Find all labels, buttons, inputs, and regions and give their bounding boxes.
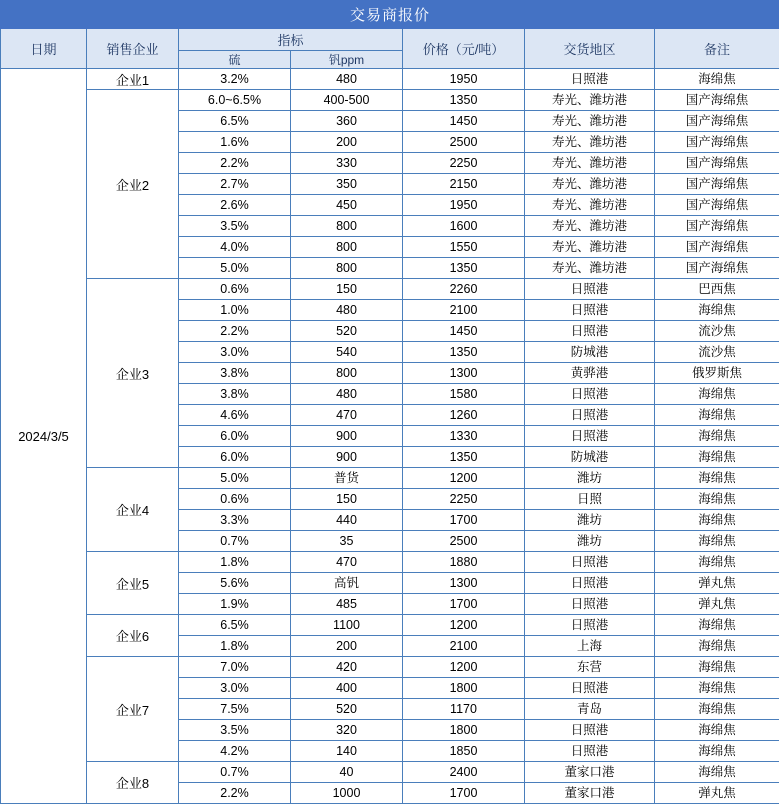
cell-note: 弹丸焦 [655, 573, 779, 594]
cell-sulfur: 3.5% [179, 216, 291, 237]
cell-price: 1350 [403, 90, 525, 111]
column-header-sulfur: 硫 [179, 51, 291, 69]
cell-note: 海绵焦 [655, 405, 779, 426]
cell-vanadium: 350 [291, 174, 403, 195]
cell-price: 1350 [403, 342, 525, 363]
cell-area: 董家口港 [525, 783, 655, 804]
cell-price: 1950 [403, 195, 525, 216]
cell-note: 海绵焦 [655, 489, 779, 510]
cell-vanadium: 800 [291, 363, 403, 384]
column-header-area: 交货地区 [525, 29, 655, 69]
column-header-date: 日期 [1, 29, 87, 69]
column-header-vanadium: 钒ppm [291, 51, 403, 69]
cell-note: 国产海绵焦 [655, 258, 779, 279]
cell-area: 日照 [525, 489, 655, 510]
cell-price: 1600 [403, 216, 525, 237]
cell-sulfur: 1.6% [179, 132, 291, 153]
cell-area: 黄骅港 [525, 363, 655, 384]
cell-vanadium: 800 [291, 258, 403, 279]
cell-area: 潍坊 [525, 531, 655, 552]
cell-vanadium: 330 [291, 153, 403, 174]
cell-vanadium: 1000 [291, 783, 403, 804]
table-header-row-1 [1, 29, 779, 51]
cell-price: 1450 [403, 321, 525, 342]
cell-note: 海绵焦 [655, 678, 779, 699]
table-row [1, 657, 779, 678]
cell-price: 2500 [403, 132, 525, 153]
cell-area: 日照港 [525, 321, 655, 342]
cell-area: 寿光、潍坊港 [525, 237, 655, 258]
cell-vanadium: 440 [291, 510, 403, 531]
enterprise-name: 企业5 [87, 552, 179, 615]
cell-note: 海绵焦 [655, 699, 779, 720]
cell-area: 青岛 [525, 699, 655, 720]
cell-vanadium: 480 [291, 300, 403, 321]
cell-sulfur: 6.0~6.5% [179, 90, 291, 111]
cell-note: 国产海绵焦 [655, 153, 779, 174]
cell-area: 防城港 [525, 342, 655, 363]
cell-area: 寿光、潍坊港 [525, 216, 655, 237]
cell-vanadium: 480 [291, 69, 403, 90]
cell-note: 海绵焦 [655, 615, 779, 636]
cell-sulfur: 5.6% [179, 573, 291, 594]
cell-area: 寿光、潍坊港 [525, 258, 655, 279]
cell-vanadium: 360 [291, 111, 403, 132]
cell-area: 日照港 [525, 405, 655, 426]
cell-area: 日照港 [525, 678, 655, 699]
cell-vanadium: 470 [291, 405, 403, 426]
enterprise-name: 企业3 [87, 279, 179, 468]
column-header-enterprise: 销售企业 [87, 29, 179, 69]
cell-vanadium: 高钒 [291, 573, 403, 594]
table-row [1, 279, 779, 300]
cell-vanadium: 400 [291, 678, 403, 699]
cell-vanadium: 400-500 [291, 90, 403, 111]
cell-price: 2150 [403, 174, 525, 195]
cell-sulfur: 2.2% [179, 783, 291, 804]
cell-area: 寿光、潍坊港 [525, 174, 655, 195]
cell-sulfur: 3.0% [179, 678, 291, 699]
cell-sulfur: 2.2% [179, 321, 291, 342]
cell-price: 1800 [403, 678, 525, 699]
cell-price: 1300 [403, 363, 525, 384]
cell-area: 日照港 [525, 741, 655, 762]
cell-sulfur: 3.2% [179, 69, 291, 90]
cell-area: 日照港 [525, 573, 655, 594]
table-title-row [1, 1, 779, 29]
cell-sulfur: 6.0% [179, 447, 291, 468]
table-row [1, 468, 779, 489]
cell-vanadium: 900 [291, 447, 403, 468]
cell-vanadium: 420 [291, 657, 403, 678]
cell-price: 1330 [403, 426, 525, 447]
cell-area: 寿光、潍坊港 [525, 132, 655, 153]
cell-area: 日照港 [525, 720, 655, 741]
quote-date: 2024/3/5 [1, 69, 87, 804]
cell-price: 1200 [403, 468, 525, 489]
cell-sulfur: 7.0% [179, 657, 291, 678]
cell-note: 流沙焦 [655, 342, 779, 363]
cell-price: 1880 [403, 552, 525, 573]
cell-vanadium: 150 [291, 279, 403, 300]
cell-price: 1350 [403, 258, 525, 279]
cell-vanadium: 1100 [291, 615, 403, 636]
enterprise-name: 企业4 [87, 468, 179, 552]
cell-sulfur: 1.8% [179, 552, 291, 573]
cell-area: 寿光、潍坊港 [525, 90, 655, 111]
cell-note: 海绵焦 [655, 741, 779, 762]
enterprise-name: 企业2 [87, 90, 179, 279]
cell-sulfur: 1.9% [179, 594, 291, 615]
cell-price: 1700 [403, 510, 525, 531]
cell-price: 1260 [403, 405, 525, 426]
cell-note: 海绵焦 [655, 426, 779, 447]
cell-note: 俄罗斯焦 [655, 363, 779, 384]
cell-area: 潍坊 [525, 468, 655, 489]
cell-sulfur: 2.6% [179, 195, 291, 216]
cell-sulfur: 0.6% [179, 279, 291, 300]
column-header-indicator: 指标 [179, 29, 403, 51]
cell-note: 国产海绵焦 [655, 90, 779, 111]
cell-area: 日照港 [525, 594, 655, 615]
cell-sulfur: 3.8% [179, 384, 291, 405]
table-row [1, 90, 779, 111]
table-row [1, 552, 779, 573]
cell-note: 海绵焦 [655, 447, 779, 468]
cell-note: 海绵焦 [655, 384, 779, 405]
cell-vanadium: 140 [291, 741, 403, 762]
cell-sulfur: 2.7% [179, 174, 291, 195]
cell-sulfur: 6.0% [179, 426, 291, 447]
cell-area: 日照港 [525, 615, 655, 636]
cell-sulfur: 1.0% [179, 300, 291, 321]
cell-area: 潍坊 [525, 510, 655, 531]
cell-vanadium: 普货 [291, 468, 403, 489]
cell-note: 国产海绵焦 [655, 195, 779, 216]
cell-sulfur: 6.5% [179, 615, 291, 636]
cell-price: 1700 [403, 594, 525, 615]
cell-price: 1550 [403, 237, 525, 258]
cell-price: 2400 [403, 762, 525, 783]
cell-vanadium: 900 [291, 426, 403, 447]
cell-area: 寿光、潍坊港 [525, 111, 655, 132]
cell-sulfur: 0.6% [179, 489, 291, 510]
cell-area: 寿光、潍坊港 [525, 153, 655, 174]
cell-area: 上海 [525, 636, 655, 657]
cell-sulfur: 0.7% [179, 531, 291, 552]
cell-note: 海绵焦 [655, 468, 779, 489]
cell-note: 弹丸焦 [655, 594, 779, 615]
cell-sulfur: 3.8% [179, 363, 291, 384]
cell-sulfur: 7.5% [179, 699, 291, 720]
cell-sulfur: 0.7% [179, 762, 291, 783]
cell-area: 董家口港 [525, 762, 655, 783]
cell-note: 国产海绵焦 [655, 216, 779, 237]
cell-price: 1200 [403, 615, 525, 636]
cell-note: 国产海绵焦 [655, 237, 779, 258]
cell-note: 海绵焦 [655, 720, 779, 741]
cell-area: 防城港 [525, 447, 655, 468]
cell-price: 1350 [403, 447, 525, 468]
cell-price: 2100 [403, 300, 525, 321]
cell-note: 巴西焦 [655, 279, 779, 300]
cell-sulfur: 4.2% [179, 741, 291, 762]
cell-vanadium: 320 [291, 720, 403, 741]
cell-area: 日照港 [525, 426, 655, 447]
cell-note: 海绵焦 [655, 657, 779, 678]
cell-vanadium: 485 [291, 594, 403, 615]
cell-vanadium: 540 [291, 342, 403, 363]
cell-price: 1950 [403, 69, 525, 90]
cell-area: 日照港 [525, 384, 655, 405]
cell-vanadium: 450 [291, 195, 403, 216]
cell-vanadium: 470 [291, 552, 403, 573]
cell-area: 日照港 [525, 552, 655, 573]
cell-area: 寿光、潍坊港 [525, 195, 655, 216]
cell-note: 海绵焦 [655, 762, 779, 783]
cell-price: 2250 [403, 153, 525, 174]
cell-note: 海绵焦 [655, 552, 779, 573]
cell-note: 海绵焦 [655, 300, 779, 321]
cell-price: 1170 [403, 699, 525, 720]
cell-price: 1300 [403, 573, 525, 594]
cell-note: 海绵焦 [655, 636, 779, 657]
enterprise-name: 企业7 [87, 657, 179, 762]
cell-vanadium: 520 [291, 699, 403, 720]
cell-sulfur: 2.2% [179, 153, 291, 174]
cell-sulfur: 1.8% [179, 636, 291, 657]
cell-note: 国产海绵焦 [655, 111, 779, 132]
table-row [1, 69, 779, 90]
cell-price: 1580 [403, 384, 525, 405]
cell-sulfur: 3.5% [179, 720, 291, 741]
column-header-note: 备注 [655, 29, 779, 69]
cell-vanadium: 800 [291, 216, 403, 237]
enterprise-name: 企业6 [87, 615, 179, 657]
cell-sulfur: 3.0% [179, 342, 291, 363]
cell-vanadium: 200 [291, 636, 403, 657]
cell-note: 海绵焦 [655, 531, 779, 552]
cell-sulfur: 4.6% [179, 405, 291, 426]
cell-area: 日照港 [525, 69, 655, 90]
cell-vanadium: 35 [291, 531, 403, 552]
cell-vanadium: 200 [291, 132, 403, 153]
cell-vanadium: 150 [291, 489, 403, 510]
cell-sulfur: 6.5% [179, 111, 291, 132]
cell-note: 国产海绵焦 [655, 174, 779, 195]
cell-note: 海绵焦 [655, 69, 779, 90]
cell-sulfur: 3.3% [179, 510, 291, 531]
cell-vanadium: 520 [291, 321, 403, 342]
cell-area: 日照港 [525, 300, 655, 321]
cell-note: 国产海绵焦 [655, 132, 779, 153]
cell-note: 海绵焦 [655, 510, 779, 531]
enterprise-name: 企业1 [87, 69, 179, 90]
enterprise-name: 企业8 [87, 762, 179, 804]
cell-price: 2100 [403, 636, 525, 657]
cell-sulfur: 4.0% [179, 237, 291, 258]
cell-note: 流沙焦 [655, 321, 779, 342]
cell-note: 弹丸焦 [655, 783, 779, 804]
cell-price: 1850 [403, 741, 525, 762]
cell-sulfur: 5.0% [179, 258, 291, 279]
cell-vanadium: 800 [291, 237, 403, 258]
cell-price: 1800 [403, 720, 525, 741]
cell-price: 1200 [403, 657, 525, 678]
table-row [1, 615, 779, 636]
cell-sulfur: 5.0% [179, 468, 291, 489]
cell-price: 2500 [403, 531, 525, 552]
cell-price: 1450 [403, 111, 525, 132]
page-title: 交易商报价 [1, 1, 779, 29]
cell-price: 2250 [403, 489, 525, 510]
cell-vanadium: 40 [291, 762, 403, 783]
cell-price: 1700 [403, 783, 525, 804]
cell-area: 东营 [525, 657, 655, 678]
cell-vanadium: 480 [291, 384, 403, 405]
table-row [1, 762, 779, 783]
cell-price: 2260 [403, 279, 525, 300]
cell-area: 日照港 [525, 279, 655, 300]
column-header-price: 价格（元/吨） [403, 29, 525, 69]
